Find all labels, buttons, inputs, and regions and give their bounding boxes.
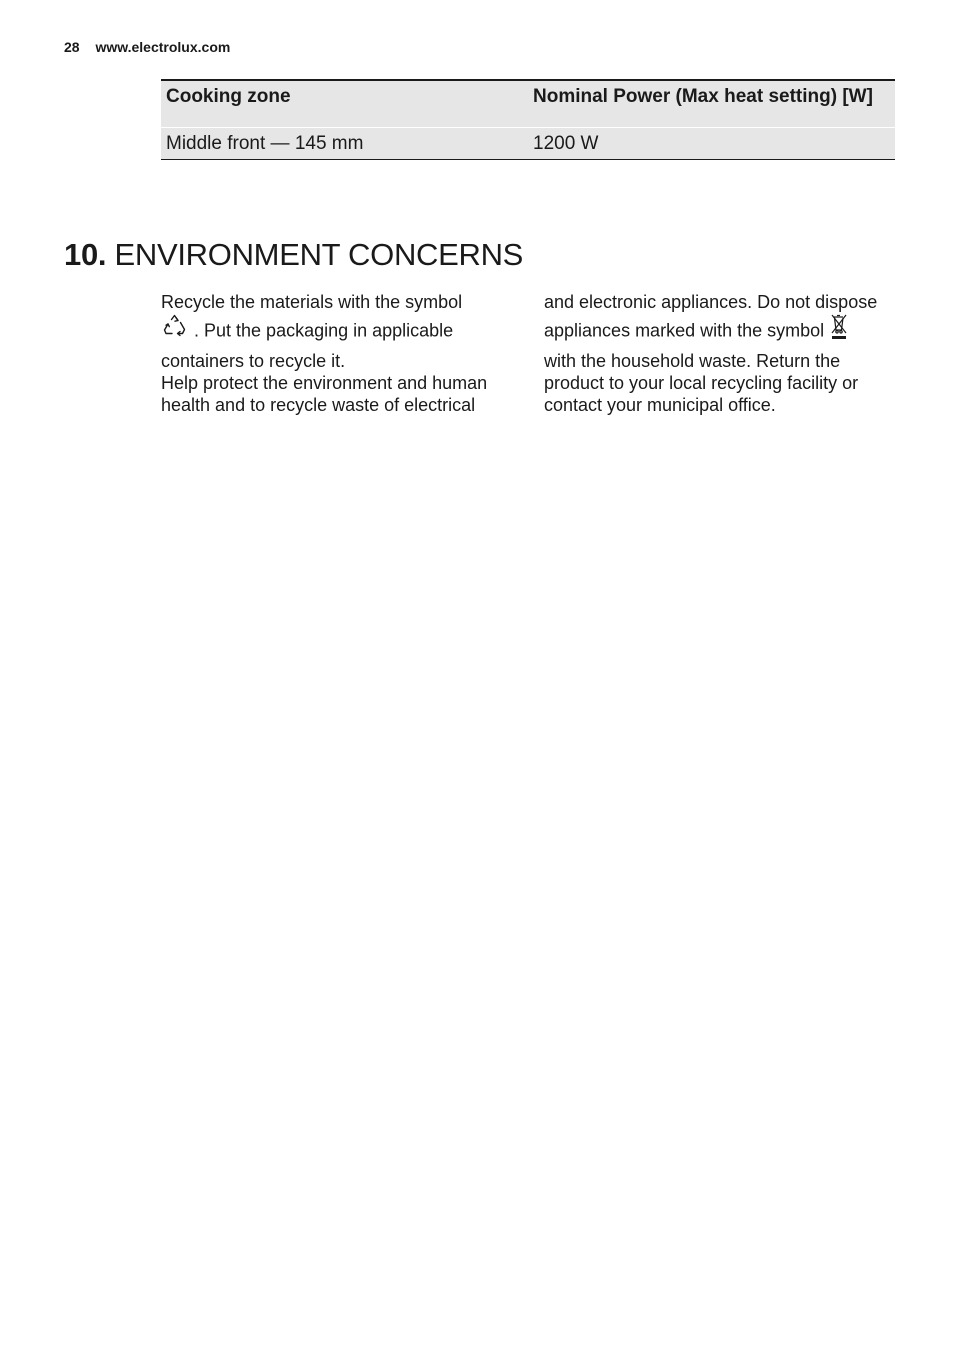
left-text-column [161,291,513,416]
text-line: containers to recycle it. [161,351,346,371]
section-title-text: ENVIRONMENT CONCERNS [114,237,524,272]
text-line: Help protect the environment and human [161,373,488,393]
nominal-power-table [161,79,895,160]
table-header-row [161,80,895,127]
cell-cooking-zone: Middle front — 145 mm [161,127,528,159]
page-number: 28 [64,39,80,55]
text-line: contact your municipal office. [544,395,776,415]
text-line: with the household waste. Return the [544,351,841,371]
text-line-with-icon [161,313,513,350]
text-line: product to your local recycling facility or [544,373,859,393]
text-fragment: appliances marked with the symbol [544,320,825,341]
website-url: www.electrolux.com [95,39,231,55]
page-header [64,38,230,56]
text-line-with-icon [544,313,896,350]
text-line: Recycle the materials with the symbol [161,292,463,312]
cell-nominal-power: 1200 W [528,127,895,159]
recycle-paragraph [161,291,513,372]
section-title [64,236,523,274]
right-text-column [544,291,896,416]
disposal-paragraph [544,291,896,416]
text-line: health and to recycle waste of electrical [161,395,476,415]
crossed-out-wheelie-bin-icon [829,313,849,350]
text-line: and electronic appliances. Do not dispose [544,292,878,312]
section-number: 10. [64,237,107,272]
column-header-cooking-zone: Cooking zone [161,80,528,127]
text-fragment: . Put the packaging in applicable [194,320,454,341]
column-header-nominal-power: Nominal Power (Max heat setting) [W] [528,80,895,127]
recycle-icon [161,313,189,350]
table-row [161,127,895,159]
environment-paragraph [161,372,513,416]
